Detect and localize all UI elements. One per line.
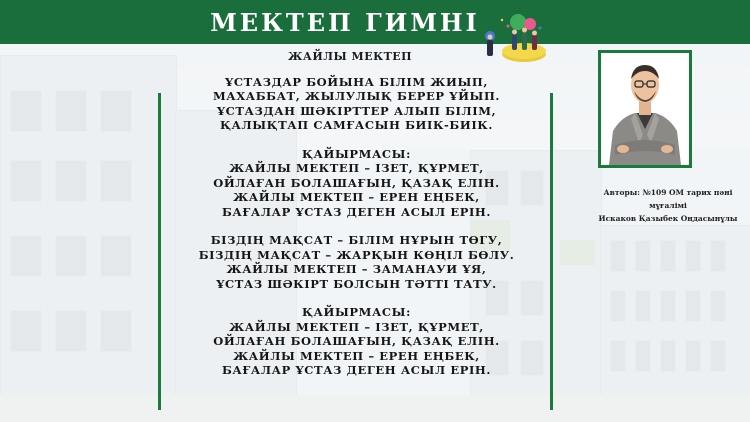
lyric-line: ОЙЛАҒАН БОЛАШАҒЫН, ҚАЗАҚ ЕЛІН.: [213, 334, 500, 349]
author-photo-frame: [598, 50, 692, 168]
stanza-gap: [163, 219, 550, 233]
chorus-heading: ҚАЙЫРМАСЫ:: [302, 147, 411, 162]
lyric-line: МАХАББАТ, ЖЫЛУЛЫҚ БЕРЕР ҰЙЫП.: [212, 89, 501, 104]
lyric-line: ҚАЛЫҚТАП САМҒАСЫН БИІК-БИІК.: [220, 118, 493, 133]
chorus-heading: ҚАЙЫРМАСЫ:: [302, 305, 411, 320]
lyric-line: ОЙЛАҒАН БОЛАШАҒЫН, ҚАЗАҚ ЕЛІН.: [213, 175, 500, 190]
anthem-lyrics: [163, 75, 550, 377]
lyric-line: БАҒАЛАР ҰСТАЗ ДЕГЕН АСЫЛ ЕРІН.: [221, 363, 491, 378]
stanza-gap: [163, 291, 550, 305]
lyric-line: ҰСТАЗ ШӘКІРТ БОЛСЫН ТӘТТІ ТАТУ.: [216, 276, 497, 291]
right-divider-line: [550, 93, 553, 410]
chorus-1: [163, 147, 550, 219]
author-portrait-icon: [601, 53, 689, 165]
chorus-2: [163, 305, 550, 377]
author-role: Авторы: №109 ОМ тарих пәні мұғалімі: [603, 188, 733, 210]
lyric-line: ҰСТАЗДАН ШӘКІРТТЕР АЛЫП БІЛІМ,: [216, 103, 497, 118]
verse-2: [163, 233, 550, 291]
anthem-subtitle: ЖАЙЛЫ МЕКТЕП: [287, 50, 413, 63]
lyric-line: БАҒАЛАР ҰСТАЗ ДЕГЕН АСЫЛ ЕРІН.: [221, 204, 491, 219]
lyric-line: БІЗДІҢ МАҚСАТ – БІЛІМ НҰРЫН ТӨГУ,: [210, 233, 503, 248]
lyric-line: ЖАЙЛЫ МЕКТЕП – ЕРЕН ЕҢБЕК,: [233, 190, 480, 205]
author-name: Искаков Қазыбек Оңдасынұлы: [598, 214, 738, 223]
lyric-line: ҰСТАЗДАР БОЙЫНА БІЛІМ ЖИЫП,: [225, 75, 488, 89]
author-credit: [588, 186, 748, 225]
lyric-line: БІЗДІҢ МАҚСАТ – ЖАРҚЫН КӨҢІЛ БӨЛУ.: [198, 247, 515, 262]
lyric-line: ЖАЙЛЫ МЕКТЕП – ІЗЕТ, ҚҰРМЕТ,: [229, 319, 484, 334]
author-portrait-photo: [601, 53, 689, 165]
slide-title: МЕКТЕП ГИМНІ: [210, 8, 480, 37]
lyric-line: ЖАЙЛЫ МЕКТЕП – ІЗЕТ, ҚҰРМЕТ,: [229, 161, 484, 176]
lyric-line: ЖАЙЛЫ МЕКТЕП – ЗАМАНАУИ ҰЯ,: [226, 262, 487, 277]
header-band: [0, 0, 750, 44]
lyric-line: ЖАЙЛЫ МЕКТЕП – ЕРЕН ЕҢБЕК,: [233, 348, 480, 363]
verse-1: [163, 75, 550, 133]
left-divider-line: [158, 93, 161, 410]
stanza-gap: [163, 133, 550, 147]
